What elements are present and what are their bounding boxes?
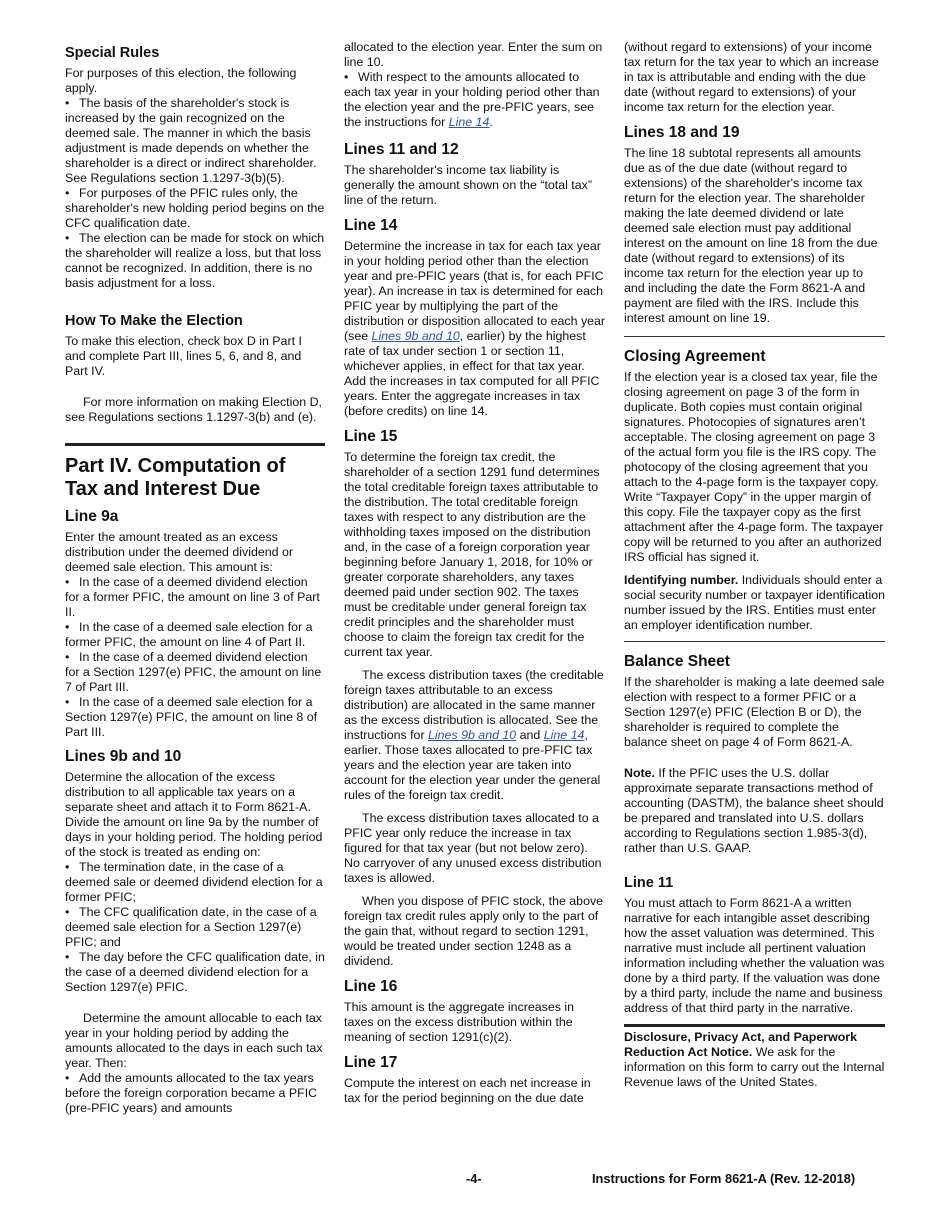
bullet-item: • The election can be made for stock on which the shareholder will realize a loss, but that loss cannot be recognized. In addition, there is no basis adjustment for a loss. — [65, 231, 325, 290]
bullet-item: • The basis of the shareholder's stock is increased by the gain recognized on the deemed sale. The manner in which the basis adjustment is made depends on whether the shareholder is a direct or indirect shareholder. See Regulations section 1.1297-3(b)(5). — [65, 96, 317, 185]
line-9a-intro: Enter the amount treated as an excess distribution under the deemed dividend or deemed sale election. This amount is: — [65, 530, 293, 574]
column-middle — [344, 40, 606, 1114]
lines-9b-10-heading: Lines 9b and 10 — [65, 748, 182, 765]
bullet-item: • In the case of a deemed sale election for a former PFIC, the amount on line 4 of Part II. — [65, 620, 313, 649]
bullet-item: • The CFC qualification date, in the case of a deemed sale election for a Section 1297(e) PFIC; and — [65, 905, 317, 949]
line-16-heading: Line 16 — [344, 978, 398, 995]
bullet-item: • Add the amounts allocated to the tax years before the foreign corporation became a PFIC (pre-PFIC years) and amounts — [65, 1071, 318, 1115]
column-left — [65, 40, 325, 1116]
line-14-text: Determine the increase in tax for each tax year in your holding period other than the election year and pre-PFIC years (that is, for each PFIC year). An increase in tax is determined for each PFIC year by multiplying the part of the distribution or disposition allocated to each year (see Lines 9b and 10, earlier) by the highest rate of tax under section 1 or section 11, whichever applies, in effect for that tax year. Add the increases in tax computed for all PFIC years. Enter the aggregate increases in tax (before credits) on line 14. — [344, 239, 606, 418]
lines-9b-10-link[interactable]: Lines 9b and 10 — [371, 329, 460, 343]
bullet-item: • For purposes of the PFIC rules only, the shareholder's new holding period begins on the CFC qualification date. — [65, 186, 325, 230]
balance-sheet-section — [624, 641, 885, 856]
lines-18-19-heading: Lines 18 and 19 — [624, 124, 740, 141]
bullet-icon: • — [65, 1071, 70, 1085]
line-9a-heading: Line 9a — [65, 508, 119, 525]
line-15-dispose: When you dispose of PFIC stock, the above foreign tax credit rules apply only to the part of the gain that, without regard to section 1291, would be treated under section 1248 as a dividend. — [344, 894, 604, 968]
lines-11-12-text: The shareholder's income tax liability is generally the amount shown on the “total tax” line of the return. — [344, 163, 592, 207]
special-rules-heading: Special Rules — [65, 45, 160, 61]
bullet-item: • In the case of a deemed dividend election for a Section 1297(e) PFIC, the amount on line 7 of Part III. — [65, 650, 322, 694]
line-14-link[interactable]: Line 14 — [448, 115, 490, 129]
bullet-icon: • — [65, 620, 70, 634]
line-16-text: This amount is the aggregate increases in taxes on the excess distribution within the meaning of section 1291(c)(2). — [344, 1000, 575, 1044]
column-right — [624, 40, 885, 1098]
bullet-icon: • — [65, 860, 70, 874]
line-15-excess-taxes: The excess distribution taxes (the creditable foreign taxes attributable to an excess distribution) are allocated in the same manner as the excess distribution is allocated. See the instructions for Lines 9b and 10 and Line 14, earlier. Those taxes allocated to pre-PFIC tax years and the election year are taken into account for the election year under the general rules of the foreign tax credit. — [344, 668, 604, 802]
lines-11-12-heading: Lines 11 and 12 — [344, 141, 459, 158]
lines-9b-10-link[interactable]: Lines 9b and 10 — [428, 728, 517, 742]
line-11-heading: Line 11 — [624, 875, 674, 891]
disclosure-text: Disclosure, Privacy Act, and Paperwork Reduction Act Notice. We ask for the information on this form to carry out the Internal Revenue laws of the United States. — [624, 1030, 885, 1089]
line-17-text: Compute the interest on each net increase in tax for the period beginning on the due date — [344, 1076, 591, 1105]
line-15-pfic-year: The excess distribution taxes allocated to a PFIC year only reduce the increase in tax figured for that tax year (but not below zero). No carryover of any unused excess distribution taxes is allowed. — [344, 811, 602, 885]
closing-agreement-section — [624, 336, 885, 633]
page-number: -4- — [466, 1171, 482, 1186]
balance-sheet-text: If the shareholder is making a late deemed sale election with respect to a former PFIC or a Section 1297(e) PFIC (Election B or D), the shareholder is required to complete the balance sheet on page 4 of Form 8621-A. — [624, 675, 885, 749]
closing-agreement-heading: Closing Agreement — [624, 348, 766, 365]
line-15-heading: Line 15 — [344, 428, 398, 445]
part-iv-section — [65, 443, 325, 501]
continued-text: allocated to the election year. Enter the sum on line 10. — [344, 40, 603, 69]
identifying-number-text: Identifying number. Individuals should enter a social security number or taxpayer identification number issued by the IRS. Entities must enter an employer identification number. — [624, 573, 886, 632]
bullet-item: • The day before the CFC qualification date, in the case of a deemed dividend election for a Section 1297(e) PFIC. — [65, 950, 325, 994]
footer-title: Instructions for Form 8621-A (Rev. 12-2018) — [592, 1171, 856, 1186]
lines-9b-10-allocation: Determine the amount allocable to each tax year in your holding period by adding the amounts allocated to the days in each such tax year. Then: — [65, 1011, 323, 1070]
bullet-icon: • — [344, 70, 349, 84]
bullet-item: • With respect to the amounts allocated to each tax year in your holding period other than the election year and the pre-PFIC years, see the instructions for Line 14. — [344, 70, 600, 129]
lines-9b-10-intro: Determine the allocation of the excess distribution to all applicable tax years on a separate sheet and attach it to Form 8621-A. Divide the amount on line 9a by the number of days in your holding period. The holding period of the stock is treated as ending on: — [65, 770, 323, 859]
balance-sheet-note: Note. If the PFIC uses the U.S. dollar approximate separate transactions method of accounting (DASTM), the balance sheet should be prepared and translated into U.S. dollars according to Regulations section 1.985-3(d), rather than U.S. GAAP. — [624, 766, 884, 855]
how-to-more-info: For more information on making Election D, see Regulations sections 1.1297-3(b) and (e). — [65, 395, 322, 424]
line-15-text: To determine the foreign tax credit, the shareholder of a section 1291 fund determines the total creditable foreign taxes attributable to the distribution. The total creditable foreign taxes with respect to any distribution are the withholding taxes imposed on the distribution and, in the case of a foreign corporation year beginning before January 1, 2018, for 10% or greater corporate shareholders, any taxes deemed paid under section 902. The taxes must be creditable under general foreign tax credit principles and the shareholder must choose to claim the foreign tax credit for the current tax year. — [344, 450, 600, 659]
special-rules-intro: For purposes of this election, the following apply. — [65, 66, 297, 95]
bullet-icon: • — [65, 950, 70, 964]
bullet-icon: • — [65, 695, 70, 709]
how-to-text: To make this election, check box D in Part I and complete Part III, lines 5, 6, and 8, and Part IV. — [65, 334, 302, 378]
bullet-item: • The termination date, in the case of a deemed sale or deemed dividend election for a former PFIC; — [65, 860, 323, 904]
how-to-heading: How To Make the Election — [65, 313, 243, 329]
bullet-icon: • — [65, 231, 70, 245]
disclosure-section — [624, 1024, 885, 1090]
bullet-item: • In the case of a deemed dividend election for a former PFIC, the amount on line 3 of Part II. — [65, 575, 320, 619]
continued-text: (without regard to extensions) of your income tax return for the tax year to which an increase in tax is attributable and ending with the due date (without regard to extensions) of your income tax return for the election year. — [624, 40, 879, 114]
bullet-item: • In the case of a deemed sale election for a Section 1297(e) PFIC, the amount on line 8 of Part III. — [65, 695, 318, 739]
bullet-icon: • — [65, 905, 70, 919]
line-17-heading: Line 17 — [344, 1054, 398, 1071]
line-14-heading: Line 14 — [344, 217, 398, 234]
bullet-icon: • — [65, 575, 70, 589]
closing-agreement-text: If the election year is a closed tax year, file the closing agreement on page 3 of the form in duplicate. Both copies must contain original signatures. Photocopies of signatures aren’t acceptable. The closing agreement on page 3 of the actual form you file is the IRS copy. The photocopy of the closing agreement that you attach to the 4-page form is the taxpayer copy. Write “Taxpayer Copy” in the upper margin of this copy. File the taxpayer copy as the first attachment after the 4-page form. The taxpayer copy will be returned to you after an authorized IRS official has signed it. — [624, 370, 884, 564]
lines-18-19-text: The line 18 subtotal represents all amounts due as of the due date (without regard to extensions) of the shareholder's income tax return for the election year. The shareholder making the late deemed dividend or late deemed sale election must pay additional interest on the amount on line 18 from the due date (without regard to extensions) of its income tax return for the election year up to and including the date the Form 8621-A and payment are filed with the IRS. Include this interest amount on line 19. — [624, 146, 878, 325]
bullet-icon: • — [65, 186, 70, 200]
line-11-text: You must attach to Form 8621-A a written narrative for each intangible asset describing how the asset valuation was determined. This narrative must include all pertinent valuation information including whether the valuation was done by a third party. If the valuation was done by a third party, include the name and business address of that third party in the narrative. — [624, 896, 885, 1015]
balance-sheet-heading: Balance Sheet — [624, 653, 730, 670]
part-iv-heading: Part IV. Computation of Tax and Interest Due — [65, 455, 286, 500]
bullet-icon: • — [65, 96, 70, 110]
line-14-link[interactable]: Line 14 — [543, 728, 585, 742]
bullet-icon: • — [65, 650, 70, 664]
